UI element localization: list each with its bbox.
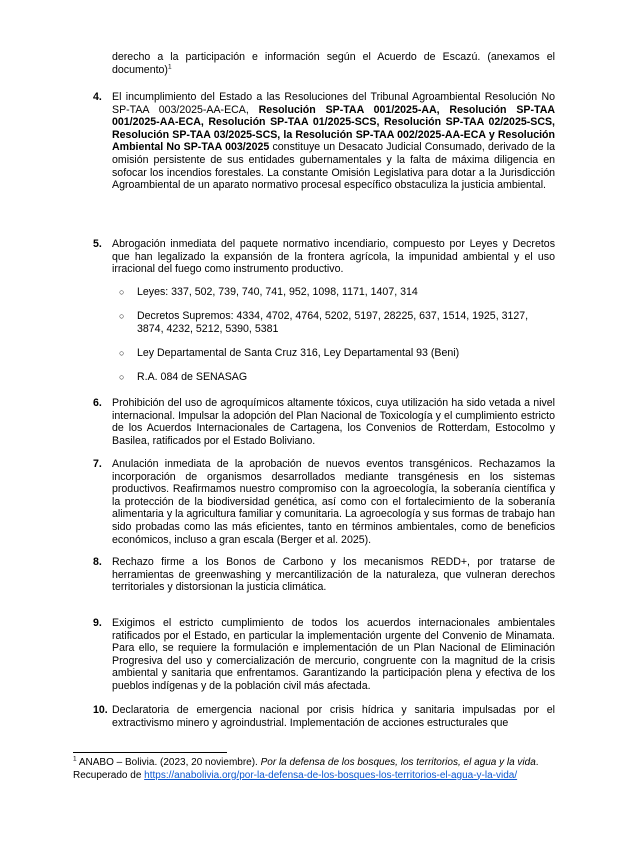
item-8-paragraph: Rechazo firme a los Bonos de Carbono y los mecanismos REDD+, por tratarse de herramientas de greenwashing y mercantilización de la naturaleza, que vulneran derechos territoriales y distorsionan la justicia climática. (112, 556, 555, 594)
item-9-paragraph: Exigimos el estricto cumplimiento de todos los acuerdos internacionales ambientales ratificados por el Estado, en particular la implementación urgente del Convenio de Minamata. Para ello, se requiere la formulación e implementación de un Plan Nacional de Eliminación Progresiva del uso y comercialización de mercurio, congruente con la magnitud de la crisis ambiental y sanitaria que enfrentamos. Garantizando la participación plena y efectiva de los pueblos indígenas y de la población civil más afectada. (112, 617, 555, 692)
item-number: 5. (93, 238, 102, 250)
bullet-icon: ○ (119, 311, 125, 321)
item-4-text-cont: constituye un Desacato Judicial Consumado, derivado de la omisión persistente de sus entidades gubernamentales y la falta de máxima diligencia en sofocar los incendios forestales. La constante Omisión Legislativa para dotar a la Jurisdicción Agroambiental de un aparato normativo procesal específico obstaculiza la justicia ambiental. (112, 141, 555, 192)
bullet-item: R.A. 084 de SENASAG (137, 371, 248, 383)
intro-paragraph (112, 51, 555, 76)
footnote-recovered: . Recuperado de (73, 757, 539, 781)
item-number: 9. (93, 617, 102, 629)
item-number: 8. (93, 556, 102, 568)
item-10-paragraph: Declaratoria de emergencia nacional por crisis hídrica y sanitaria impulsadas por el extractivismo minero y agroindustrial. Implementación de acciones estructurales que (112, 704, 555, 729)
bullet-icon: ○ (119, 372, 125, 382)
item-number: 10. (93, 704, 108, 716)
footnote-source: ANABO – Bolivia. (2023, 20 noviembre). (78, 757, 258, 768)
bullet-item: Decretos Supremos: 4334, 4702, 4764, 5202, 5197, 28225, 637, 1514, 1925, 3127, 3874, 4232, 5212, 5390, 5381 (137, 310, 529, 335)
footnote-ref[interactable]: 1 (167, 63, 172, 71)
bullet-icon: ○ (119, 348, 125, 358)
bullet-item: Ley Departamental de Santa Cruz 316, Ley Departamental 93 (Beni) (137, 347, 460, 359)
footnote-divider (73, 752, 227, 753)
item-number: 7. (93, 458, 102, 470)
item-7-paragraph: Anulación inmediata de la aprobación de nuevos eventos transgénicos. Rechazamos la incorporación de organismos desarrollados mediante transgénesis en los sistemas productivos. Reafirmamos nuestro compromiso con la agroecología, la soberanía científica y la protección de la biodiversidad genética, así como con el fortalecimiento de la soberanía alimentaria y la agricultura familiar y comunitaria. La agroecología y sus formas de trabajo han sido probadas como las más eficientes, tanto en términos ambientales, como de beneficios económicos, incluso a gran escala (Berger et al. 2025). (112, 458, 555, 546)
intro-text: derecho a la participación e información según el Acuerdo de Escazú. (anexamos el documento) (112, 51, 555, 76)
footnote (73, 757, 557, 782)
item-5-paragraph: Abrogación inmediata del paquete normativo incendiario, compuesto por Leyes y Decretos que han legalizado la expansión de la frontera agrícola, la impunidad ambiental y el uso irracional del fuego como instrumento productivo. (112, 238, 555, 276)
item-4-text: El incumplimiento del Estado a las Resoluciones del Tribunal Agroambiental Resolución No SP-TAA 003/2025-AA-ECA, (112, 91, 555, 116)
item-4-resolutions: Resolución SP-TAA 001/2025-AA, Resolución SP-TAA 001/2025-AA-ECA, Resolución SP-TAA 01/2025-SCS, Resolución SP-TAA 02/2025-SCS, Resolución SP-TAA 03/2025-SCS, la Resolución SP-TAA 002/2025-AA-ECA y Resolución Ambiental No SP-TAA 003/2025 (112, 103, 555, 154)
footnote-marker: 1 (73, 755, 77, 763)
bullet-icon: ○ (119, 287, 125, 297)
item-number: 4. (93, 91, 102, 103)
item-6-paragraph: Prohibición del uso de agroquímicos altamente tóxicos, cuya utilización ha sido vetada a nivel internacional. Impulsar la adopción del Plan Nacional de Toxicología y el cumplimiento estricto de los Acuerdos Internacionales de Cartagena, los Convenios de Rotterdam, Estocolmo y Basilea, ratificados por el Estado Boliviano. (112, 397, 555, 447)
footnote-link[interactable]: https://anabolivia.org/por-la-defensa-de-los-bosques-los-territorios-el-agua-y-la-vida/ (144, 769, 518, 781)
item-4-paragraph (112, 91, 555, 192)
footnote-title: Por la defensa de los bosques, los territorios, el agua y la vida (260, 757, 536, 768)
item-number: 6. (93, 397, 102, 409)
bullet-item: Leyes: 337, 502, 739, 740, 741, 952, 1098, 1171, 1407, 314 (137, 286, 418, 298)
